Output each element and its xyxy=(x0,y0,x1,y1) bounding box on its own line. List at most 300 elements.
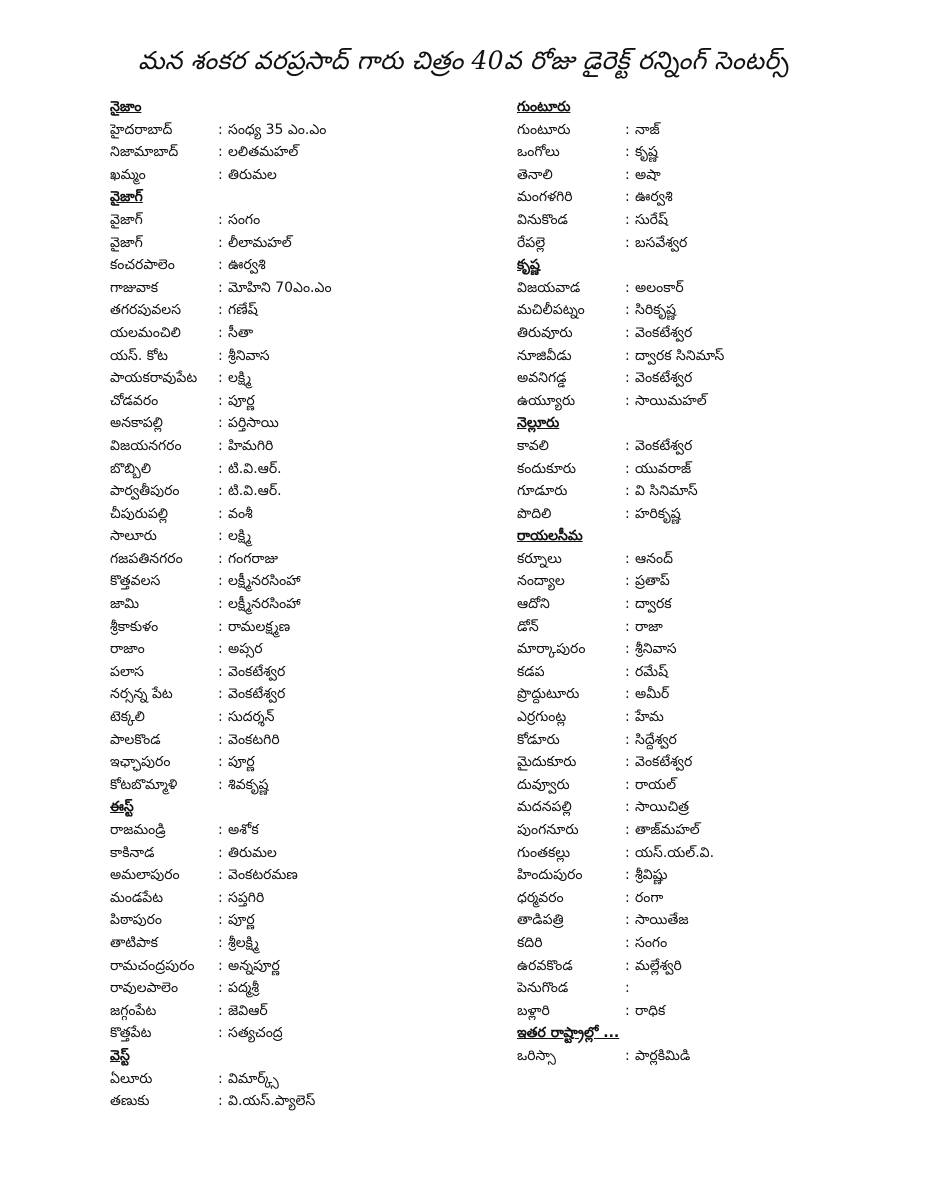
town-name: తిరువూరు xyxy=(517,324,573,341)
theatre-name: లీలామహల్ xyxy=(228,234,292,251)
theatre-name: బసవేశ్వర xyxy=(635,234,688,251)
theatre-name: సిద్దేశ్వర xyxy=(635,731,677,748)
separator-colon: : xyxy=(218,392,223,409)
town-name: తాటిపాక xyxy=(110,934,158,951)
separator-colon: : xyxy=(625,166,630,183)
separator-colon: : xyxy=(218,822,223,838)
separator-colon: : xyxy=(218,324,223,341)
theatre-name: సాయిచిత్ర xyxy=(635,799,690,816)
town-name: ఖమ్మం xyxy=(110,166,146,183)
theatre-name: శ్రీలక్ష్మి xyxy=(228,934,259,951)
separator-colon: : xyxy=(218,731,223,748)
town-name: ఒంగోలు xyxy=(517,144,560,161)
town-name: మదనపల్లి xyxy=(517,799,572,816)
separator-colon: : xyxy=(625,709,630,726)
separator-colon: : xyxy=(625,799,630,816)
theatre-row xyxy=(517,977,897,1000)
town-name: వైజాగ్ xyxy=(110,211,143,228)
theatre-row xyxy=(517,435,897,458)
theatre-row xyxy=(110,887,480,910)
theatre-row xyxy=(517,164,897,187)
town-name: చీపురుపల్లి xyxy=(110,505,169,522)
town-name: కాకినాడ xyxy=(110,844,155,861)
separator-colon: : xyxy=(625,550,630,567)
separator-colon: : xyxy=(218,550,223,567)
theatre-row xyxy=(110,503,480,526)
town-name: విజయనగరం xyxy=(110,437,182,454)
left-column xyxy=(110,96,480,1113)
theatre-name: వెంకటగిరి xyxy=(228,731,280,748)
separator-colon: : xyxy=(218,505,223,522)
separator-colon: : xyxy=(218,663,223,680)
theatre-row xyxy=(110,1000,480,1023)
separator-colon: : xyxy=(625,641,630,658)
town-name: పుంగనూరు xyxy=(517,822,579,838)
theatre-row xyxy=(517,661,897,684)
theatre-name: యస్.యల్.వి. xyxy=(635,844,715,861)
separator-colon: : xyxy=(625,505,630,522)
theatre-row xyxy=(517,864,897,887)
separator-colon: : xyxy=(218,437,223,454)
theatre-row xyxy=(110,593,480,616)
town-name: తణుకు xyxy=(110,1093,150,1110)
theatre-row xyxy=(517,842,897,865)
theatre-name: పూర్ణ xyxy=(228,392,255,409)
theatre-name: వెంకటేశ్వర xyxy=(635,437,693,454)
theatre-row xyxy=(110,909,480,932)
town-name: ఉరవకొండ xyxy=(517,957,573,974)
theatre-name: తిరుమల xyxy=(228,844,277,861)
theatre-name: వెంకటేశ్వర xyxy=(635,370,693,387)
town-name: యస్. కోట xyxy=(110,347,168,364)
theatre-row xyxy=(110,932,480,955)
separator-colon: : xyxy=(218,867,223,884)
theatre-row xyxy=(110,232,480,255)
theatre-row xyxy=(517,1045,897,1068)
separator-colon: : xyxy=(625,302,630,319)
town-name: మార్కాపురం xyxy=(517,641,586,658)
separator-colon: : xyxy=(218,596,223,613)
theatre-row xyxy=(110,164,480,187)
region-heading: నైజాం xyxy=(110,99,142,115)
town-name: కోటబొమ్మాళి xyxy=(110,776,178,793)
theatre-name: సుదర్శన్ xyxy=(228,709,275,726)
town-name: నర్సన్న పేట xyxy=(110,686,173,703)
separator-colon: : xyxy=(218,121,223,138)
region-heading: ఈస్ట్ xyxy=(110,799,134,816)
region-heading: ఇతర రాష్ట్రాల్లో ... xyxy=(517,1025,620,1042)
theatre-row xyxy=(517,932,897,955)
town-name: కొత్తపేట xyxy=(110,1025,152,1042)
theatre-name: ద్వారక సినిమాస్ xyxy=(635,347,725,364)
theatre-name: టి.వి.ఆర్. xyxy=(228,483,282,500)
town-name: పార్వతీపురం xyxy=(110,483,180,500)
theatre-name: వంశీ xyxy=(228,505,253,522)
town-name: నూజివీడు xyxy=(517,347,572,364)
theatre-name: టి.వి.ఆర్. xyxy=(228,460,282,477)
theatre-name: పద్మశ్రీ xyxy=(228,980,260,997)
theatre-row xyxy=(110,480,480,503)
town-name: ఏలూరు xyxy=(110,1070,153,1087)
town-name: కర్నూలు xyxy=(517,550,562,567)
theatre-name: శ్రీనివాస xyxy=(228,347,270,364)
town-name: పాయకరావుపేట xyxy=(110,370,198,387)
town-name: సాలూరు xyxy=(110,528,157,545)
theatre-row xyxy=(517,119,897,142)
theatre-name: హరికృష్ణ xyxy=(635,505,681,522)
region-heading: గుంటూరు xyxy=(517,99,571,115)
theatre-name: యువరాజ్ xyxy=(635,460,692,477)
town-name: హిందుపురం xyxy=(517,867,583,884)
theatre-name: అప్సర xyxy=(228,641,263,658)
separator-colon: : xyxy=(625,980,630,997)
theatre-row xyxy=(110,819,480,842)
town-name: కోడూరు xyxy=(517,731,560,748)
town-name: మంగళగిరి xyxy=(517,189,573,206)
separator-colon: : xyxy=(625,889,630,906)
separator-colon: : xyxy=(218,776,223,793)
town-name: జామి xyxy=(110,596,140,613)
town-name: రేపల్లె xyxy=(517,234,546,251)
separator-colon: : xyxy=(625,596,630,613)
town-name: గజపతినగరం xyxy=(110,550,183,567)
theatre-row xyxy=(110,209,480,232)
theatre-row xyxy=(110,1090,480,1113)
theatre-row xyxy=(517,638,897,661)
separator-colon: : xyxy=(218,573,223,590)
theatre-row xyxy=(517,751,897,774)
theatre-row xyxy=(517,186,897,209)
separator-colon: : xyxy=(625,437,630,454)
town-name: ఆదోని xyxy=(517,596,550,613)
separator-colon: : xyxy=(625,279,630,296)
separator-colon: : xyxy=(218,641,223,658)
town-name: హైదరాబాద్ xyxy=(110,121,173,138)
separator-colon: : xyxy=(218,934,223,951)
theatre-row xyxy=(517,367,897,390)
town-name: అనకాపల్లి xyxy=(110,415,163,432)
separator-colon: : xyxy=(625,754,630,771)
separator-colon: : xyxy=(625,144,630,161)
separator-colon: : xyxy=(218,302,223,319)
town-name: దువ్వూరు xyxy=(517,776,570,793)
theatre-row xyxy=(110,548,480,571)
town-name: మైదుకూరు xyxy=(517,754,577,771)
town-name: తాడిపత్రి xyxy=(517,912,564,929)
separator-colon: : xyxy=(218,709,223,726)
theatre-name: వెంకటేశ్వర xyxy=(635,324,693,341)
theatre-name: తాజ్‌మహల్ xyxy=(635,822,700,838)
theatre-row xyxy=(517,299,897,322)
town-name: రావులపాలెం xyxy=(110,980,179,997)
separator-colon: : xyxy=(218,483,223,500)
town-name: ఇఛ్ఛాపురం xyxy=(110,754,171,771)
theatre-row xyxy=(110,683,480,706)
town-name: మచిలీపట్నం xyxy=(517,302,585,319)
theatre-name: ప్రతాప్ xyxy=(635,573,670,590)
separator-colon: : xyxy=(625,686,630,703)
theatre-row xyxy=(517,345,897,368)
town-name: ప్రొద్దుటూరు xyxy=(517,686,580,703)
separator-colon: : xyxy=(218,370,223,387)
separator-colon: : xyxy=(625,844,630,861)
theatre-name: ద్వారక xyxy=(635,596,672,613)
theatre-row xyxy=(110,661,480,684)
separator-colon: : xyxy=(218,257,223,274)
separator-colon: : xyxy=(218,234,223,251)
theatre-row xyxy=(110,458,480,481)
theatre-name: ఊర్వశి xyxy=(635,189,673,206)
theatre-row xyxy=(110,774,480,797)
town-name: గూడూరు xyxy=(517,483,568,500)
separator-colon: : xyxy=(218,144,223,161)
theatre-row xyxy=(110,525,480,548)
theatre-name: శ్రీవిష్ణు xyxy=(635,867,668,884)
theatre-row xyxy=(517,141,897,164)
separator-colon: : xyxy=(625,1047,630,1064)
theatre-row xyxy=(517,593,897,616)
theatre-row xyxy=(110,254,480,277)
theatre-row xyxy=(110,277,480,300)
town-name: కడప xyxy=(517,663,545,680)
town-name: యలమంచిలి xyxy=(110,324,181,341)
theatre-row xyxy=(517,480,897,503)
separator-colon: : xyxy=(625,731,630,748)
theatre-name: సాయితేజ xyxy=(635,912,689,929)
theatre-name: పూర్ణ xyxy=(228,912,255,929)
separator-colon: : xyxy=(625,573,630,590)
theatre-row xyxy=(110,412,480,435)
town-name: తగరపువలస xyxy=(110,302,182,319)
separator-colon: : xyxy=(625,663,630,680)
separator-colon: : xyxy=(625,483,630,500)
theatre-name: హేమ xyxy=(635,709,664,726)
separator-colon: : xyxy=(625,957,630,974)
theatre-row xyxy=(517,503,897,526)
separator-colon: : xyxy=(218,754,223,771)
theatre-name: మోహిని 70ఎం.ఎం xyxy=(228,279,332,296)
theatre-name: రాజా xyxy=(635,618,663,635)
theatre-name: సంగం xyxy=(635,934,668,951)
theatre-name: శ్రీనివాస xyxy=(635,641,677,658)
theatre-row xyxy=(110,119,480,142)
theatre-name: వి సినిమాస్ xyxy=(635,483,698,500)
town-name: పెనుగొండ xyxy=(517,980,569,997)
town-name: పాలకొండ xyxy=(110,731,161,748)
theatre-name: రాయల్ xyxy=(635,776,677,793)
theatre-name: రాధిక xyxy=(635,1002,666,1019)
separator-colon: : xyxy=(625,460,630,477)
town-name: రాజమండ్రి xyxy=(110,822,166,838)
town-name: ఒరిస్సా xyxy=(517,1047,556,1064)
theatre-name: లక్ష్మి xyxy=(228,528,252,545)
theatre-name: సీతా xyxy=(228,324,254,341)
town-name: రాజాం xyxy=(110,641,145,658)
separator-colon: : xyxy=(218,211,223,228)
theatre-name: కృష్ణ xyxy=(635,144,658,161)
separator-colon: : xyxy=(218,1093,223,1110)
town-name: పిఠాపురం xyxy=(110,912,163,929)
theatre-row xyxy=(110,435,480,458)
theatre-row xyxy=(517,548,897,571)
theatre-name: ఆనంద్ xyxy=(635,550,673,567)
separator-colon: : xyxy=(625,618,630,635)
separator-colon: : xyxy=(218,957,223,974)
town-name: విజయవాడ xyxy=(517,279,581,296)
theatre-row xyxy=(517,322,897,345)
theatre-name: వి.యస్.ప్యాలెస్ xyxy=(228,1093,316,1110)
town-name: బళ్లారి xyxy=(517,1002,550,1019)
theatre-name: లక్ష్మీనరసింహా xyxy=(228,573,301,590)
theatre-row xyxy=(517,887,897,910)
town-name: శ్రీకాకుళం xyxy=(110,618,159,635)
theatre-row xyxy=(110,390,480,413)
theatre-name: లక్ష్మీనరసింహా xyxy=(228,596,301,613)
theatre-row xyxy=(517,683,897,706)
town-name: పలాస xyxy=(110,663,145,680)
town-name: బొబ్బిలి xyxy=(110,460,152,477)
theatre-row xyxy=(517,570,897,593)
town-name: కొత్తవలస xyxy=(110,573,161,590)
theatre-name: అషా xyxy=(635,166,661,183)
region-heading: రాయలసీమ xyxy=(517,528,583,545)
theatre-name: వెంకటేశ్వర xyxy=(228,686,286,703)
town-name: నంద్యాల xyxy=(517,573,565,590)
theatre-name: సిరికృష్ణ xyxy=(635,302,677,319)
theatre-row xyxy=(110,322,480,345)
theatre-name: వెంకటరమణ xyxy=(228,867,298,884)
town-name: నిజామాబాద్ xyxy=(110,144,179,161)
theatre-name: పర్తిసాయి xyxy=(228,415,279,432)
theatre-row xyxy=(517,390,897,413)
theatre-row xyxy=(110,570,480,593)
town-name: వినుకొండ xyxy=(517,211,568,228)
town-name: కందుకూరు xyxy=(517,460,576,477)
separator-colon: : xyxy=(218,460,223,477)
theatre-name: రంగా xyxy=(635,889,664,906)
theatre-name: అలంకార్ xyxy=(635,279,684,296)
theatre-row xyxy=(110,299,480,322)
theatre-name: గంగరాజు xyxy=(228,550,279,567)
town-name: అమలాపురం xyxy=(110,867,180,884)
theatre-row xyxy=(517,729,897,752)
theatre-row xyxy=(517,819,897,842)
separator-colon: : xyxy=(625,392,630,409)
town-name: తెనాలి xyxy=(517,166,553,183)
separator-colon: : xyxy=(218,889,223,906)
separator-colon: : xyxy=(625,211,630,228)
theatre-row xyxy=(517,706,897,729)
separator-colon: : xyxy=(625,867,630,884)
theatre-name: తిరుమల xyxy=(228,166,277,183)
theatre-row xyxy=(110,977,480,1000)
theatre-row xyxy=(517,458,897,481)
separator-colon: : xyxy=(218,980,223,997)
separator-colon: : xyxy=(625,347,630,364)
separator-colon: : xyxy=(625,822,630,838)
theatre-row xyxy=(110,1022,480,1045)
separator-colon: : xyxy=(218,686,223,703)
theatre-row xyxy=(517,616,897,639)
separator-colon: : xyxy=(218,1025,223,1042)
theatre-name: సురేష్ xyxy=(635,211,668,228)
theatre-row xyxy=(110,638,480,661)
separator-colon: : xyxy=(625,121,630,138)
theatre-name: వెంకటేశ్వర xyxy=(228,663,286,680)
separator-colon: : xyxy=(218,844,223,861)
town-name: గుంటూరు xyxy=(517,121,571,138)
town-name: మండపేట xyxy=(110,889,164,906)
separator-colon: : xyxy=(218,528,223,545)
separator-colon: : xyxy=(218,166,223,183)
theatre-row xyxy=(110,842,480,865)
theatre-row xyxy=(110,864,480,887)
town-name: ఉయ్యూరు xyxy=(517,392,576,409)
separator-colon: : xyxy=(218,347,223,364)
separator-colon: : xyxy=(625,189,630,206)
separator-colon: : xyxy=(218,415,223,432)
right-column xyxy=(517,96,897,1068)
separator-colon: : xyxy=(218,1002,223,1019)
separator-colon: : xyxy=(218,618,223,635)
town-name: కావలి xyxy=(517,437,549,454)
town-name: డోన్ xyxy=(517,618,539,635)
town-name: అవనిగడ్డ xyxy=(517,370,567,387)
theatre-name: అమీర్ xyxy=(635,686,670,703)
town-name: జగ్గంపేట xyxy=(110,1002,157,1019)
town-name: గాజువాక xyxy=(110,279,159,296)
town-name: వైజాగ్ xyxy=(110,234,143,251)
town-name: టెక్కలి xyxy=(110,709,145,726)
theatre-row xyxy=(517,955,897,978)
town-name: ధర్మవరం xyxy=(517,889,564,906)
town-name: పొదిలి xyxy=(517,505,552,522)
theatre-name: లలితమహల్ xyxy=(228,144,299,161)
theatre-name: ఊర్వశి xyxy=(228,257,266,274)
theatre-name: పార్లకిమిడి xyxy=(635,1047,691,1064)
page-title: మన శంకర వరప్రసాద్ గారు చిత్రం 40వ రోజు డైరెక్ట్ రన్నింగ్ సెంటర్స్ xyxy=(138,46,789,75)
theatre-name: విమార్క్స్ xyxy=(228,1070,279,1087)
theatre-name: సంధ్య 35 ఎం.ఎం xyxy=(228,121,327,138)
separator-colon: : xyxy=(625,324,630,341)
town-name: కంచరపాలెం xyxy=(110,257,175,274)
town-name: ఎర్రగుంట్ల xyxy=(517,709,567,726)
theatre-name: శివకృష్ణ xyxy=(228,776,269,793)
region-heading: వెస్ట్ xyxy=(110,1047,130,1064)
town-name: కదిరి xyxy=(517,934,543,951)
theatre-row xyxy=(110,1068,480,1091)
theatre-row xyxy=(110,345,480,368)
separator-colon: : xyxy=(625,370,630,387)
theatre-name: సాయిమహల్ xyxy=(635,392,707,409)
theatre-name: అశోక xyxy=(228,822,259,838)
region-heading: కృష్ణ xyxy=(517,257,540,274)
separator-colon: : xyxy=(218,279,223,296)
theatre-row xyxy=(110,751,480,774)
separator-colon: : xyxy=(218,912,223,929)
theatre-row xyxy=(517,232,897,255)
theatre-row xyxy=(517,796,897,819)
separator-colon: : xyxy=(625,234,630,251)
theatre-name: గణేష్ xyxy=(228,302,258,319)
theatre-row xyxy=(517,277,897,300)
theatre-name: వెంకటేశ్వర xyxy=(635,754,693,771)
theatre-name: జెవిఆర్ xyxy=(228,1002,268,1019)
theatre-name: నాజ్ xyxy=(635,121,660,138)
theatre-name: సత్యచంద్ర xyxy=(228,1025,283,1042)
town-name: రామచంద్రపురం xyxy=(110,957,195,974)
theatre-row xyxy=(110,955,480,978)
